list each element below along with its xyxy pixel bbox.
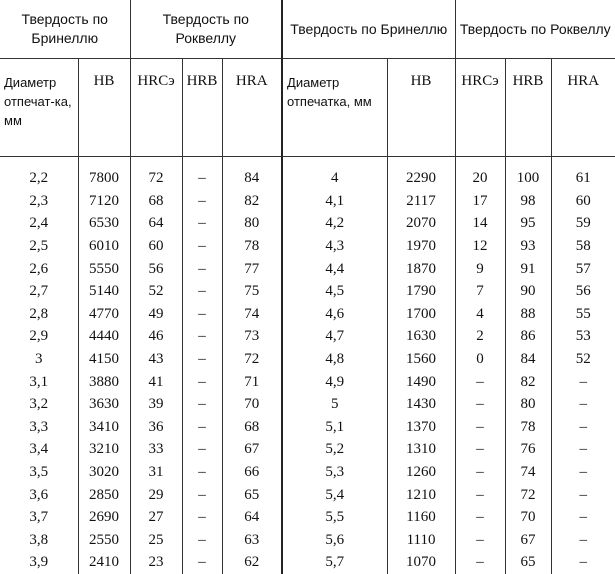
cell-left-hrb: – [182,416,222,439]
cell-right-hra: – [551,370,615,393]
cell-right-hrc: 7 [455,280,505,303]
cell-left-hra: 70 [222,393,282,416]
col-header-hra-left: HRA [222,59,282,157]
cell-left-hrb: – [182,461,222,484]
cell-right-hb: 1970 [387,235,455,258]
cell-right-hrc: 0 [455,348,505,371]
col-header-hrc-right: HRCэ [455,59,505,157]
cell-left-hra: 72 [222,348,282,371]
cell-right-hrc: – [455,551,505,574]
table-row [0,157,615,190]
cell-left-hrb: – [182,190,222,213]
cell-left-hrb: – [182,157,222,190]
cell-right-hb: 1310 [387,438,455,461]
cell-left-hrb: – [182,551,222,574]
cell-right-hb: 1370 [387,416,455,439]
cell-left-hrc: 31 [130,461,182,484]
cell-right-hra: 61 [551,157,615,190]
cell-right-hra: – [551,529,615,552]
col-header-hb-left: НВ [78,59,130,157]
cell-left-diameter: 2,7 [29,283,49,300]
table-row [0,303,615,326]
cell-right-hrc: – [455,483,505,506]
cell-right-diameter: 5,2 [282,438,387,461]
cell-right-hrc: 4 [455,303,505,326]
cell-left-hb: 4150 [78,348,130,371]
cell-right-diameter: 5,1 [282,416,387,439]
cell-right-hra: – [551,393,615,416]
cell-right-hra: 58 [551,235,615,258]
cell-right-hra: – [551,438,615,461]
cell-left-hrc: 23 [130,551,182,574]
cell-right-hb: 2117 [387,190,455,213]
cell-left-hrc: 72 [130,157,182,190]
cell-right-diameter: 5,6 [282,529,387,552]
cell-left-hra: 71 [222,370,282,393]
cell-right-hra: – [551,506,615,529]
cell-right-hrb: 67 [505,529,551,552]
cell-left-hb: 3020 [78,461,130,484]
cell-right-hra: 53 [551,325,615,348]
cell-left-hra: 65 [222,483,282,506]
cell-right-diameter: 5,4 [282,483,387,506]
cell-right-hra: – [551,483,615,506]
cell-left-diameter: 2,8 [29,305,49,322]
cell-right-hrc: 9 [455,257,505,280]
cell-left-hrb: – [182,438,222,461]
cell-right-hb: 2290 [387,157,455,190]
cell-left-diameter: 3,1 [29,373,49,390]
cell-right-diameter: 4,7 [282,325,387,348]
cell-left-hrb: – [182,529,222,552]
cell-right-hrb: 90 [505,280,551,303]
cell-right-diameter: 4,2 [282,212,387,235]
cell-left-hrc: 36 [130,416,182,439]
cell-right-hrb: 93 [505,235,551,258]
cell-right-hb: 2070 [387,212,455,235]
cell-right-diameter: 4 [282,157,387,190]
cell-left-hrc: 64 [130,212,182,235]
cell-right-hrb: 74 [505,461,551,484]
cell-right-hb: 1870 [387,257,455,280]
cell-left-diameter: 2,2 [29,170,49,187]
cell-left-hrb: – [182,393,222,416]
cell-right-hb: 1210 [387,483,455,506]
cell-right-hrc: – [455,370,505,393]
col-header-hra-right: HRA [551,59,615,157]
cell-right-hb: 1490 [387,370,455,393]
cell-left-hra: 74 [222,303,282,326]
col-header-diameter-right: Диаметр отпечатка, мм [282,59,387,157]
cell-left-hb: 7120 [78,190,130,213]
cell-right-diameter: 4,6 [282,303,387,326]
cell-left-hrc: 27 [130,506,182,529]
cell-left-hb: 5550 [78,257,130,280]
cell-right-hrc: – [455,461,505,484]
cell-left-hrc: 43 [130,348,182,371]
cell-left-hb: 2550 [78,529,130,552]
cell-right-hb: 1630 [387,325,455,348]
cell-right-hb: 1110 [387,529,455,552]
cell-left-hrc: 52 [130,280,182,303]
cell-left-hrb: – [182,348,222,371]
cell-left-diameter: 2,5 [29,238,49,255]
cell-right-hb: 1430 [387,393,455,416]
cell-left-hb: 5140 [78,280,130,303]
table-row [0,461,615,484]
cell-left-hb: 2850 [78,483,130,506]
cell-left-diameter: 2,4 [29,215,49,232]
cell-left-hb: 3880 [78,370,130,393]
cell-left-hra: 78 [222,235,282,258]
table-row [0,257,615,280]
cell-left-diameter: 2,6 [29,260,49,277]
cell-left-hra: 84 [222,157,282,190]
cell-right-hrb: 76 [505,438,551,461]
cell-right-hra: – [551,461,615,484]
cell-left-diameter: 2,3 [29,192,49,209]
cell-right-hrc: 12 [455,235,505,258]
cell-right-hra: 59 [551,212,615,235]
cell-left-hrb: – [182,370,222,393]
cell-left-hrc: 39 [130,393,182,416]
cell-left-hrc: 25 [130,529,182,552]
cell-left-hb: 2410 [78,551,130,574]
cell-right-hrb: 78 [505,416,551,439]
table-row [0,212,615,235]
cell-left-hrc: 29 [130,483,182,506]
cell-right-diameter: 4,9 [282,370,387,393]
cell-right-hra: 52 [551,348,615,371]
cell-left-hb: 7800 [78,157,130,190]
cell-right-diameter: 5 [282,393,387,416]
table-row [0,190,615,213]
cell-left-diameter: 3 [35,351,43,368]
cell-right-hrb: 65 [505,551,551,574]
cell-left-hb: 3210 [78,438,130,461]
cell-right-hrb: 95 [505,212,551,235]
cell-left-hrc: 46 [130,325,182,348]
col-header-hrb-left: HRB [182,59,222,157]
cell-right-hb: 1560 [387,348,455,371]
cell-right-hb: 1790 [387,280,455,303]
col-header-hrb-right: HRB [505,59,551,157]
cell-right-hrb: 80 [505,393,551,416]
table-row [0,280,615,303]
cell-right-diameter: 4,4 [282,257,387,280]
cell-right-diameter: 4,5 [282,280,387,303]
cell-right-hrc: 20 [455,157,505,190]
table-row [0,348,615,371]
col-header-hrc-left: HRCэ [130,59,182,157]
cell-right-hb: 1070 [387,551,455,574]
table-row [0,235,615,258]
cell-left-diameter: 3,7 [29,509,49,526]
cell-right-hrb: 84 [505,348,551,371]
cell-right-hrc: – [455,393,505,416]
cell-left-hrc: 56 [130,257,182,280]
cell-right-hb: 1260 [387,461,455,484]
cell-left-diameter: 3,2 [29,396,49,413]
cell-right-diameter: 4,3 [282,235,387,258]
cell-right-diameter: 5,7 [282,551,387,574]
cell-right-diameter: 4,1 [282,190,387,213]
cell-right-hb: 1160 [387,506,455,529]
cell-right-hrb: 72 [505,483,551,506]
cell-left-hra: 75 [222,280,282,303]
cell-left-diameter: 3,5 [29,464,49,481]
cell-right-hrb: 82 [505,370,551,393]
cell-left-hrc: 33 [130,438,182,461]
cell-left-diameter: 3,9 [29,554,49,571]
table-row [0,551,615,574]
cell-left-hrb: – [182,257,222,280]
cell-left-hrc: 68 [130,190,182,213]
cell-right-hrc: – [455,416,505,439]
cell-right-hra: 56 [551,280,615,303]
cell-left-hb: 3630 [78,393,130,416]
cell-left-hrc: 41 [130,370,182,393]
table-row [0,529,615,552]
cell-left-hb: 4770 [78,303,130,326]
cell-right-hb: 1700 [387,303,455,326]
cell-left-hra: 73 [222,325,282,348]
cell-left-hrb: – [182,325,222,348]
cell-left-hrb: – [182,506,222,529]
cell-right-hra: 55 [551,303,615,326]
cell-left-hra: 66 [222,461,282,484]
cell-right-hra: 57 [551,257,615,280]
cell-right-hrc: – [455,529,505,552]
cell-right-hrc: 17 [455,190,505,213]
table-row [0,393,615,416]
cell-right-diameter: 4,8 [282,348,387,371]
table-body [0,157,615,574]
cell-left-hb: 6010 [78,235,130,258]
cell-left-hrb: – [182,212,222,235]
cell-left-hb: 6530 [78,212,130,235]
cell-left-diameter: 3,4 [29,441,49,458]
cell-left-hrc: 60 [130,235,182,258]
cell-left-hra: 64 [222,506,282,529]
cell-right-hrb: 70 [505,506,551,529]
cell-left-hrb: – [182,280,222,303]
group-header-brinell-left: Твердость по Бринеллю [0,0,130,59]
cell-left-hb: 3410 [78,416,130,439]
cell-left-hra: 67 [222,438,282,461]
table-row [0,506,615,529]
cell-right-hra: – [551,551,615,574]
cell-left-hrb: – [182,303,222,326]
cell-left-hra: 63 [222,529,282,552]
cell-right-hrb: 88 [505,303,551,326]
cell-left-hra: 62 [222,551,282,574]
cell-right-hrc: – [455,506,505,529]
cell-right-diameter: 5,3 [282,461,387,484]
table-row [0,416,615,439]
cell-left-diameter: 3,3 [29,418,49,435]
table-row [0,370,615,393]
cell-right-hra: – [551,416,615,439]
cell-right-diameter: 5,5 [282,506,387,529]
cell-left-diameter: 3,6 [29,486,49,503]
cell-left-hrb: – [182,483,222,506]
cell-left-hrc: 49 [130,303,182,326]
cell-left-hra: 82 [222,190,282,213]
group-header-rockwell-left: Твердость по Роквеллу [130,0,282,59]
cell-right-hrb: 98 [505,190,551,213]
cell-left-hb: 4440 [78,325,130,348]
table-row [0,438,615,461]
cell-left-diameter: 2,9 [29,328,49,345]
cell-right-hrc: – [455,438,505,461]
cell-left-hra: 80 [222,212,282,235]
cell-left-hra: 77 [222,257,282,280]
cell-left-hrb: – [182,235,222,258]
table-row [0,483,615,506]
group-header-brinell-right: Твердость по Бринеллю [282,0,455,59]
col-header-diameter-left: Диаметр отпечат-ка, мм [0,59,78,157]
cell-left-hb: 2690 [78,506,130,529]
cell-left-hra: 68 [222,416,282,439]
cell-right-hra: 60 [551,190,615,213]
cell-right-hrc: 14 [455,212,505,235]
table-row [0,325,615,348]
col-header-hb-right: НВ [387,59,455,157]
cell-left-diameter: 3,8 [29,531,49,548]
group-header-rockwell-right: Твердость по Роквеллу [455,0,615,59]
cell-right-hrb: 91 [505,257,551,280]
cell-right-hrc: 2 [455,325,505,348]
cell-right-hrb: 100 [505,157,551,190]
cell-right-hrb: 86 [505,325,551,348]
